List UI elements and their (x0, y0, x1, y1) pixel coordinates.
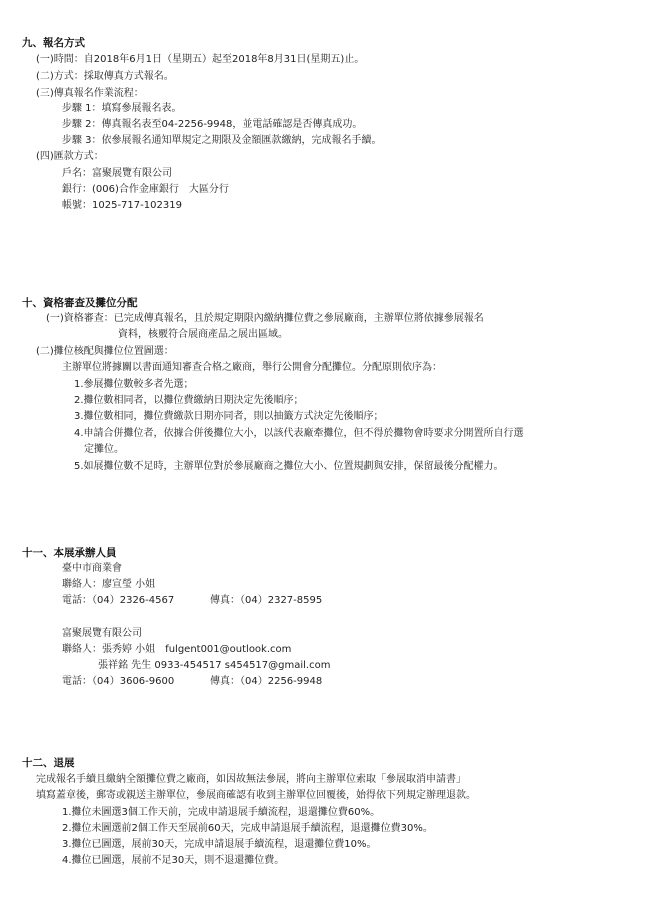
org-1-name: 臺中市商業會 (62, 563, 122, 574)
allocation-rule-4-line-1: 4.申請合併攤位者，依據合併後攤位大小，以該代表廠牽攤位，但不得於攤物會時要求分開置所自行選 (74, 428, 524, 439)
account-name: 戶名：富聚展覽有限公司 (62, 168, 172, 179)
process-step-3: 步驟 3：依參展報名通知單規定之期限及金額匯款繳納，完成報名手續。 (62, 135, 382, 146)
org-2-contact-2: 張祥銘 先生 0933-454517 s454517@gmail.com (98, 660, 331, 671)
withdrawal-rule-1: 1.攤位未圖選3個工作天前，完成申請退展手續流程，退還攤位費60%。 (62, 807, 381, 818)
payment-title: (四)匯款方式： (36, 151, 104, 162)
bank-name: 銀行：(006)合作金庫銀行 大區分行 (62, 184, 229, 195)
allocation-rule-4-line-2: 定攤位。 (84, 444, 124, 455)
withdrawal-intro-line-2: 填寫蓋章後，郵寄或親送主辦單位，參展商確認有收到主辦單位回覆後，始得依下列規定辦理退款。 (36, 790, 476, 801)
allocation-rule-3: 3.攤位數相同，攤位費繳款日期亦同者，則以抽籤方式決定先後順序； (74, 411, 384, 422)
withdrawal-rule-2: 2.攤位未圖選前2個工作天至展前60天，完成申請退展手續流程，退還攤位費30%。 (62, 823, 433, 834)
section-11-title: 十一、本展承辦人員 (22, 547, 117, 559)
withdrawal-intro-line-1: 完成報名手續且繳納全額攤位費之廠商，如因故無法參展，將向主辦單位索取「參展取消申請書」 (36, 774, 466, 785)
fax-process-title: (三)傳真報名作業流程： (36, 88, 144, 99)
section-12-title: 十二、退展 (22, 757, 75, 769)
account-number: 帳號：1025-717-102319 (62, 200, 182, 211)
process-step-2: 步驟 2：傳真報名表至04-2256-9948，並電話確認是否傳真成功。 (62, 119, 363, 130)
allocation-rule-2: 2.攤位數相同者，以攤位費繳納日期決定先後順序； (74, 395, 304, 406)
org-2-contact-1: 聯絡人：張秀婷 小姐 fulgent001@outlook.com (62, 644, 292, 655)
withdrawal-rule-3: 3.攤位已圖選，展前30天，完成申請退展手續流程，退還攤位費10%。 (62, 839, 377, 850)
org-1-fax: 傳真：（04）2327-8595 (210, 595, 323, 606)
org-1-contact: 聯絡人：廖宣瑩 小姐 (62, 579, 156, 590)
allocation-rule-5: 5.如展攤位數不足時，主辦單位對於參展廠商之攤位大小、位置規劃與安排，保留最後分配權力。 (74, 461, 504, 472)
qualification-review-line-2: 資料，核覈符合展商產品之展出區域。 (118, 329, 288, 340)
allocation-rule-1: 1.參展攤位數較多者先選； (74, 379, 194, 390)
org-2-tel: 電話：（04）3606-9600 (62, 676, 175, 687)
registration-method: (二)方式：採取傳真方式報名。 (36, 71, 174, 82)
section-9-title: 九、報名方式 (22, 37, 85, 49)
booth-allocation-intro: 主辦單位將據關以書面通知審查合格之廠商，舉行公開會分配攤位。分配原則依序為： (62, 362, 442, 373)
org-2-fax: 傳真：（04）2256-9948 (210, 676, 323, 687)
section-10-title: 十、資格審查及攤位分配 (22, 297, 138, 309)
qualification-review-line-1: (一)資格審查：已完成傳真報名，且於規定期限內繳納攤位費之參展廠商，主辦單位將依據參展報名 (46, 313, 484, 324)
org-2-name: 富聚展覽有限公司 (62, 628, 142, 639)
process-step-1: 步驟 1：填寫參展報名表。 (62, 103, 182, 114)
registration-time: (一)時間：自2018年6月1日（星期五）起至2018年8月31日(星期五)止。 (36, 54, 365, 65)
withdrawal-rule-4: 4.攤位已圖選，展前不足30天，則不退還攤位費。 (62, 855, 285, 866)
org-1-tel: 電話：（04）2326-4567 (62, 595, 175, 606)
booth-allocation-title: (二)攤位核配與攤位位置圖選： (36, 346, 174, 357)
